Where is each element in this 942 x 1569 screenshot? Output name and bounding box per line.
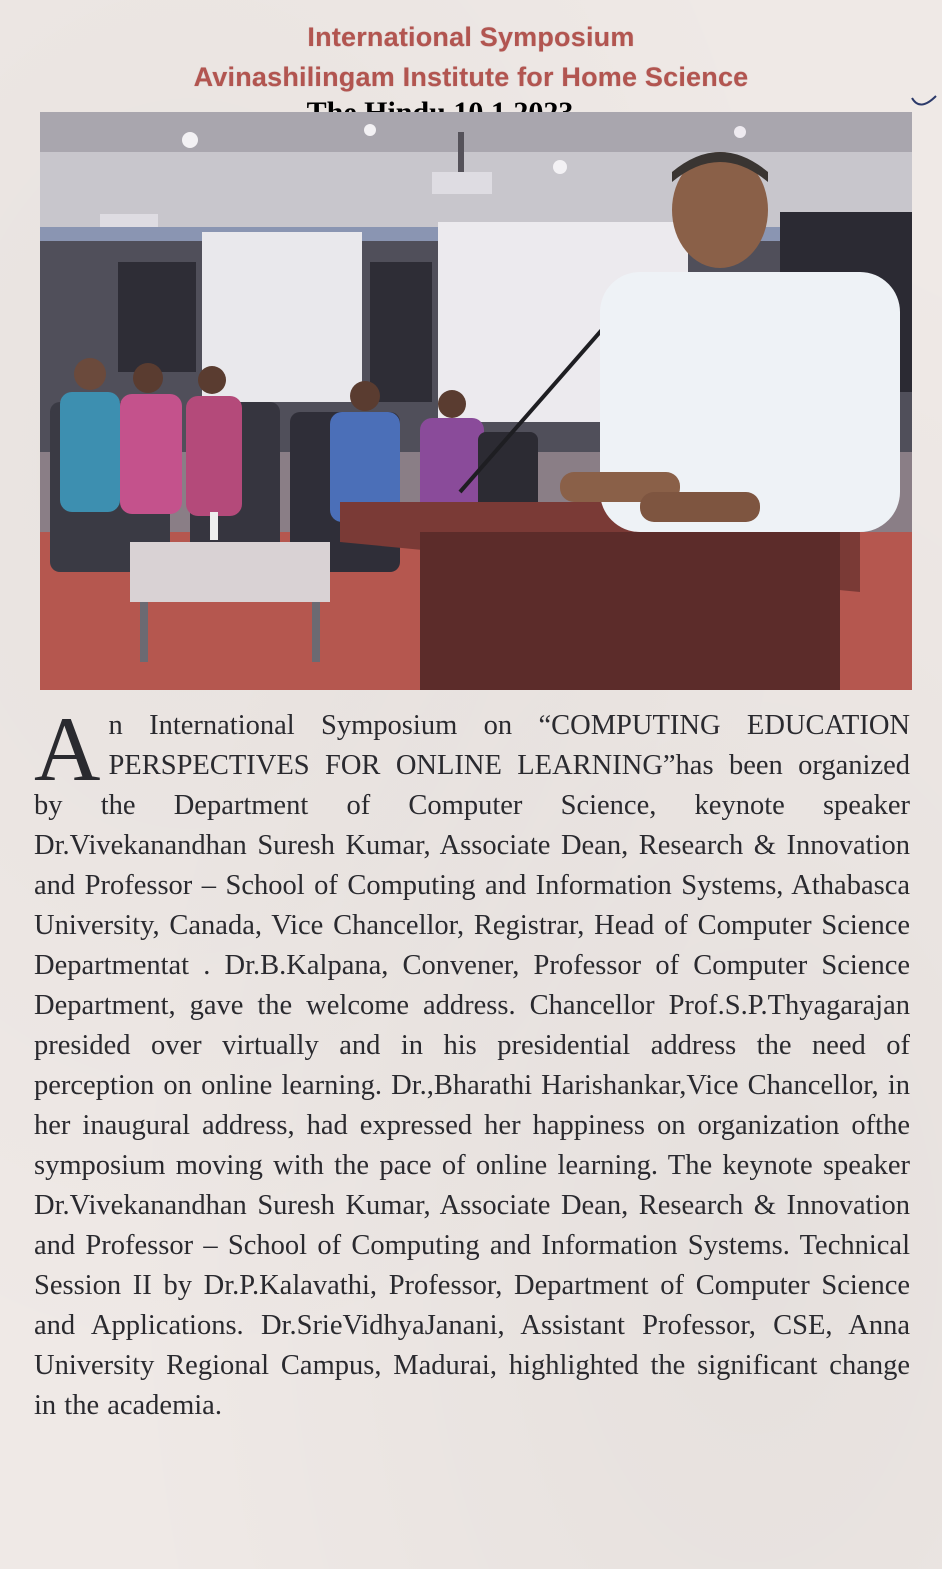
headline-line-2: Avinashilingam Institute for Home Science	[193, 62, 749, 92]
headline-line-1: International Symposium	[307, 22, 635, 52]
drop-cap: A	[34, 698, 101, 800]
event-photo	[40, 112, 912, 690]
pen-mark-icon	[910, 92, 938, 116]
article-text	[34, 698, 910, 1426]
article-paragraph: n International Symposium on “COMPUTING EDUCATION PERSPECTIVES FOR ONLINE LEARNING”has been organized by the Department of Computer Science, keynote speaker Dr.Vivekanandhan Suresh Kumar, Associate Dean, Research & Innovation and Professor – School of Computing and Information Systems, Athabasca University, Canada, Vice Chancellor, Registrar, Head of Computer Science Departmentat . Dr.B.Kalpana, Convener, Professor of Computer Science Department, gave the welcome address. Chancellor Prof.S.P.Thyagarajan presided over virtually and in his presidential address the need of perception on online learning. Dr.,Bharathi Harishankar,Vice Chancellor, in her inaugural address, had expressed her happiness on organization ofthe symposium moving with the pace of online learning. The keynote speaker Dr.Vivekanandhan Suresh Kumar, Associate Dean, Research & Innovation and Professor – School of Computing and Information Systems. Technical Session II by Dr.P.Kalavathi, Professor, Department of Computer Science and Applications. Dr.SrieVidhyaJanani, Assistant Professor, CSE, Anna University Regional Campus, Madurai, highlighted the significant change in the academia.	[34, 710, 910, 1421]
